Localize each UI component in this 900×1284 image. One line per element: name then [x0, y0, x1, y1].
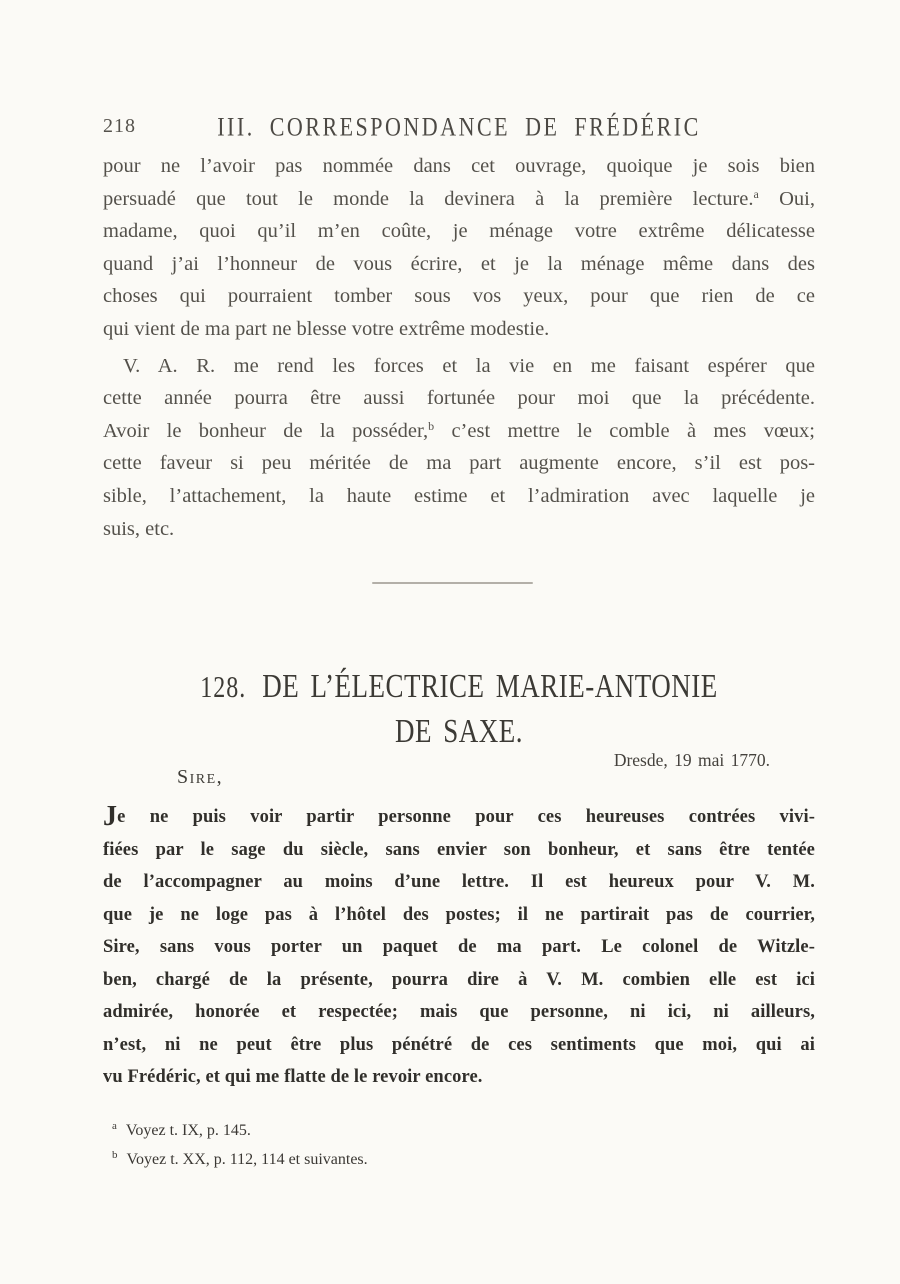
text-line: cette année pourra être aussi fortunée pour moi que la précédente. — [103, 387, 815, 410]
initial-capital: J — [103, 801, 118, 832]
text-line: cette faveur si peu méritée de ma part augmente encore, s’il est pos- — [103, 452, 815, 475]
text-segment: e ne puis voir partir personne pour ces heureuses contrées vivi- — [117, 807, 815, 827]
text-line: fiées par le sage du siècle, sans envier son bonheur, et sans être tentée — [103, 839, 815, 860]
letter-title-line2: DE SAXE. — [395, 711, 523, 750]
text-line: Sire, sans vous porter un paquet de ma part. Le colonel de Witzle- — [103, 937, 815, 957]
text-line — [103, 801, 815, 834]
text-line: ben, chargé de la présente, pourra dire à V. M. combien elle est ici — [103, 969, 815, 990]
letter-number: 128. — [200, 671, 247, 705]
text-segment: Avoir le bonheur de la posséder, — [103, 419, 429, 442]
text-line: madame, quoi qu’il m’en coûte, je ménage votre extrême délicatesse — [103, 220, 815, 243]
text-line: choses qui pourraient tomber sous vos yeux, pour que rien de ce — [103, 285, 815, 308]
text-segment: persuadé que tout le monde la devinera à la première lecture. — [103, 187, 754, 210]
footnotes — [112, 1112, 752, 1170]
salutation: Sire, — [177, 766, 224, 788]
section-divider-rule — [372, 582, 533, 584]
previous-letter-end — [103, 150, 815, 545]
footnote-a — [112, 1112, 752, 1141]
running-title: III. CORRESPONDANCE DE FRÉDÉRIC — [217, 112, 701, 142]
footnote-text: Voyez t. IX, p. 145. — [125, 1122, 251, 1139]
text-line: admirée, honorée et respectée; mais que personne, ni ici, ni ailleurs, — [103, 1002, 815, 1022]
footnote-ref-b: b — [428, 418, 435, 433]
letter-heading-line1 — [103, 664, 815, 709]
text-line — [103, 415, 815, 448]
text-line: sible, l’attachement, la haute estime et l’admiration avec laquelle je — [103, 484, 815, 507]
text-line: suis, etc. — [103, 517, 175, 540]
text-segment: Oui, — [758, 187, 815, 210]
letter-body — [103, 801, 815, 1094]
page-number: 218 — [103, 115, 136, 137]
footnote-marker-a: a — [112, 1120, 117, 1132]
text-line — [103, 183, 815, 216]
text-line: quand j’ai l’honneur de vous écrire, et je la ménage même dans des — [103, 252, 815, 275]
footnote-text: Voyez t. XX, p. 112, 114 et suivantes. — [126, 1151, 368, 1168]
text-line: de l’accompagner au moins d’une lettre. Il est heureux pour V. M. — [103, 872, 815, 892]
text-line: n’est, ni ne peut être plus pénétré de ces sentiments que moi, qui ai — [103, 1034, 815, 1055]
text-segment: c’est mettre le comble à mes vœux; — [434, 419, 815, 442]
letter-heading — [103, 664, 815, 752]
footnote-marker-b: b — [112, 1149, 118, 1161]
dateline: Dresde, 19 mai 1770. — [613, 750, 770, 770]
text-line: qui vient de ma part ne blesse votre extrême modestie. — [103, 317, 550, 340]
footnote-b — [112, 1141, 752, 1170]
text-line: V. A. R. me rend les forces et la vie en me faisant espérer que — [123, 354, 815, 377]
footnote-ref-a: a — [753, 186, 759, 201]
text-line: pour ne l’avoir pas nommée dans cet ouvrage, quoique je sois bien — [103, 155, 815, 177]
letter-title-line1: DE L’ÉLECTRICE MARIE-ANTONIE — [262, 666, 718, 705]
text-line: que je ne loge pas à l’hôtel des postes; il ne partirait pas de courrier, — [103, 904, 815, 925]
text-line: vu Frédéric, et qui me flatte de le revoir encore. — [103, 1067, 483, 1087]
running-head — [103, 112, 815, 144]
